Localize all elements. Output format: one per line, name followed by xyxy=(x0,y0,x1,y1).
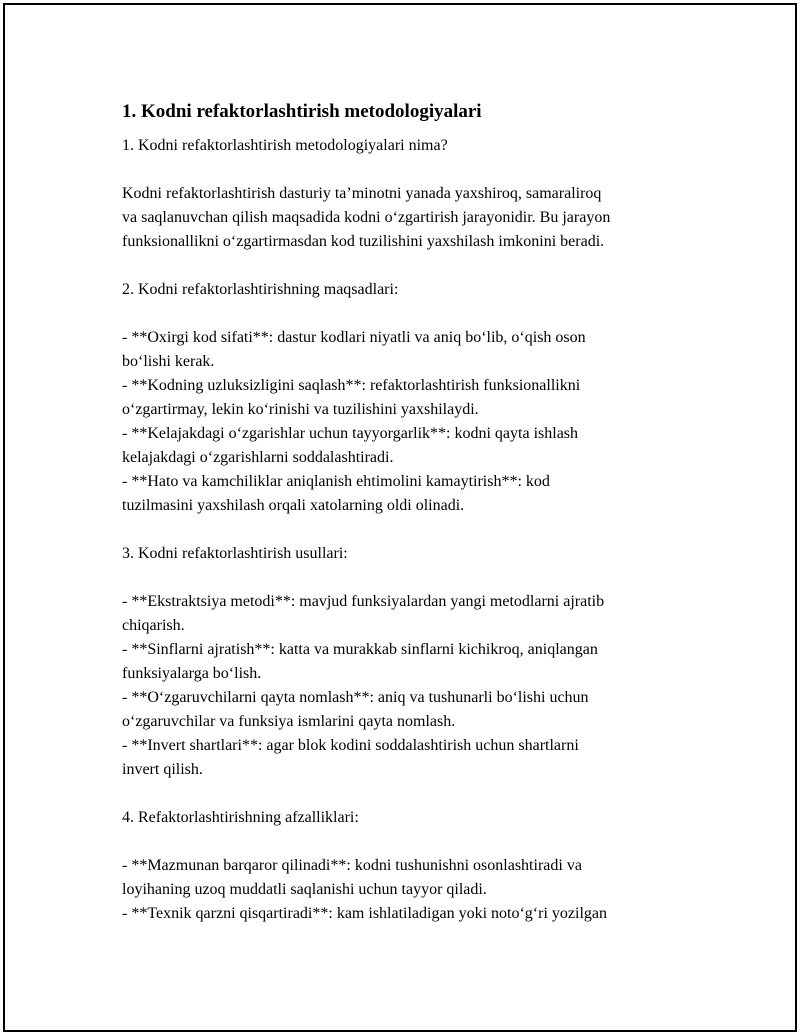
text-line: 3. Kodni refaktorlashtirish usullari: xyxy=(122,545,348,562)
list-item: - **Invert shartlari**: agar blok kodini soddalashtirish uchun shartlarni xyxy=(122,737,579,754)
text-line: Kodni refaktorlashtirish dasturiy ta’minotni yanada yaxshiroq, samaraliroq xyxy=(122,185,602,202)
benefits-heading xyxy=(122,806,712,830)
page-frame xyxy=(3,3,797,1032)
question-heading xyxy=(122,134,712,158)
list-item: invert qilish. xyxy=(122,761,203,778)
list-item: o‘zgartirmay, lekin ko‘rinishi va tuzilishini yaxshilaydi. xyxy=(122,401,479,418)
list-item: - **Kelajakdagi o‘zgarishlar uchun tayyorgarlik**: kodni qayta ishlash xyxy=(122,425,579,442)
paragraph-gap xyxy=(122,302,712,326)
paragraph-gap xyxy=(122,566,712,590)
text-line: va saqlanuvchan qilish maqsadida kodni o‘zgartirish jarayonidir. Bu jarayon xyxy=(122,209,611,226)
text-line: 4. Refaktorlashtirishning afzalliklari: xyxy=(122,809,359,826)
paragraph-gap xyxy=(122,158,712,182)
list-item: - **Oxirgi kod sifati**: dastur kodlari niyatli va aniq bo‘lib, o‘qish oson xyxy=(122,329,586,346)
methods-heading xyxy=(122,542,712,566)
definition-paragraph xyxy=(122,182,712,254)
paragraph-gap xyxy=(122,830,712,854)
list-item: - **Mazmunan barqaror qilinadi**: kodni tushunishni osonlashtiradi va xyxy=(122,857,582,874)
list-item: kelajakdagi o‘zgarishlarni soddalashtiradi. xyxy=(122,449,394,466)
text-line: 2. Kodni refaktorlashtirishning maqsadlari: xyxy=(122,281,399,298)
benefits-list xyxy=(122,854,712,926)
list-item: - **O‘zgaruvchilarni qayta nomlash**: aniq va tushunarli bo‘lishi uchun xyxy=(122,689,589,706)
list-item: loyihaning uzoq muddatli saqlanishi uchun tayyor qiladi. xyxy=(122,881,487,898)
list-item: - **Texnik qarzni qisqartiradi**: kam ishlatiladigan yoki noto‘g‘ri yozilgan xyxy=(122,905,607,922)
goals-list xyxy=(122,326,712,518)
document-body xyxy=(122,100,712,926)
paragraph-gap xyxy=(122,518,712,542)
list-item: chiqarish. xyxy=(122,617,185,634)
methods-list xyxy=(122,590,712,782)
list-item: o‘zgaruvchilar va funksiya ismlarini qayta nomlash. xyxy=(122,713,456,730)
paragraph-gap xyxy=(122,782,712,806)
list-item: - **Sinflarni ajratish**: katta va murakkab sinflarni kichikroq, aniqlangan xyxy=(122,641,598,658)
list-item: - **Ekstraktsiya metodi**: mavjud funksiyalardan yangi metodlarni ajratib xyxy=(122,593,605,610)
list-item: funksiyalarga bo‘lish. xyxy=(122,665,262,682)
text-line: funksionallikni o‘zgartirmasdan kod tuzilishini yaxshilash imkonini beradi. xyxy=(122,233,605,250)
document-title: 1. Kodni refaktorlashtirish metodologiyalari xyxy=(122,101,482,122)
list-item: tuzilmasini yaxshilash orqali xatolarning oldi olinadi. xyxy=(122,497,465,514)
list-item: bo‘lishi kerak. xyxy=(122,353,215,370)
goals-heading xyxy=(122,278,712,302)
paragraph-gap xyxy=(122,254,712,278)
list-item: - **Hato va kamchiliklar aniqlanish ehtimolini kamaytirish**: kod xyxy=(122,473,550,490)
text-line: 1. Kodni refaktorlashtirish metodologiyalari nima? xyxy=(122,137,448,154)
list-item: - **Kodning uzluksizligini saqlash**: refaktorlashtirish funksionallikni xyxy=(122,377,581,394)
